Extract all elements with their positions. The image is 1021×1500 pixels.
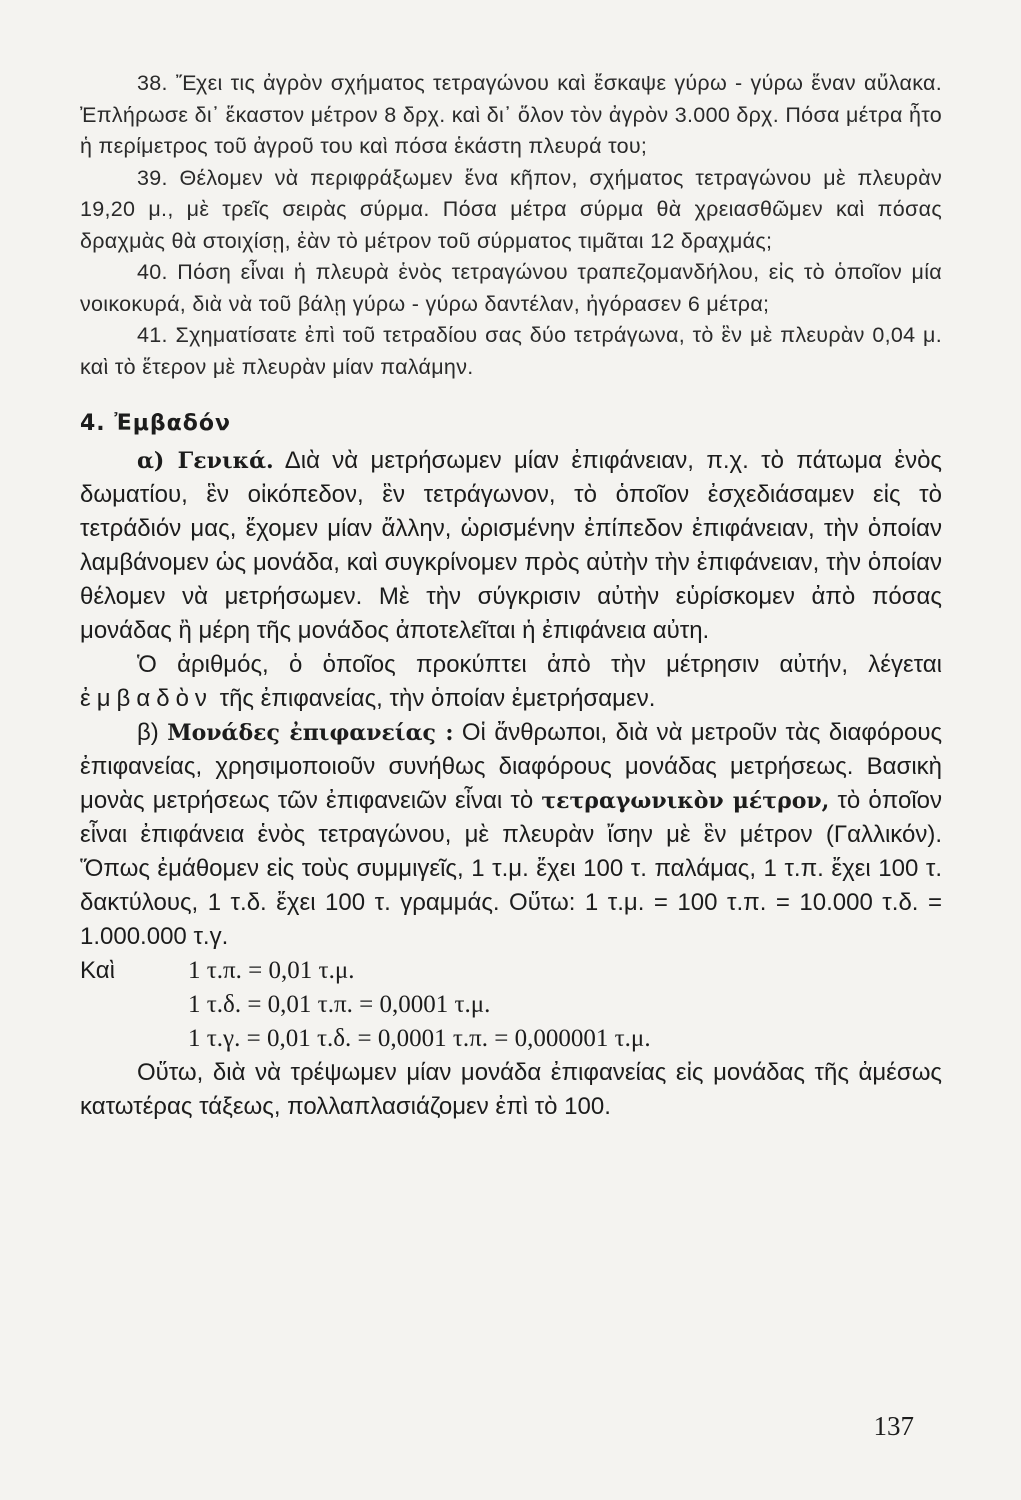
section-b-text-2: τὸ ὁποῖον εἶναι ἐπιφάνεια ἑνὸς τετραγώνου, μὲ πλευρὰν ἴσην μὲ ἓν μέτρον (Γαλλικόν). Ὅπως ἐμάθομεν εἰς τοὺς συμμιγεῖς, 1 τ.μ. ἔχει 100 τ. παλάμας, 1 τ.π. ἔχει 100 τ. δακτύλους, 1 τ.δ. ἔχει 100 τ. γραμμάς. Οὕτω: 1 τ.μ. = 100 τ.π. = 10.000 τ.δ. = 1.000.000 τ.γ.: [80, 787, 943, 950]
exercise-text: Ἔχει τις ἀγρὸν σχήματος τετραγώνου καὶ ἔσκαψε γύρω - γύρω ἕναν αὔλακα. Ἐπλήρωσε δι᾽ ἕκαστον μέτρον 8 δρχ. καὶ δι᾽ ὅλον τὸν ἀγρὸν 3.000 δρχ. Πόσα μέτρα ἦτο ἡ περίμετρος τοῦ ἀγροῦ του καὶ πόσα ἑκάστη πλευρά του;: [80, 71, 942, 158]
exercise-41: [80, 320, 942, 383]
exercise-39: [80, 163, 942, 258]
equation-lead: Καὶ: [80, 957, 115, 984]
section-heading: 4. Ἐμβαδόν: [80, 411, 232, 436]
exercise-number: 39.: [137, 165, 168, 190]
exercise-38: [80, 68, 942, 163]
section-b-term: τετραγωνικὸν μέτρον,: [541, 788, 830, 814]
section-a-definition: [80, 648, 942, 716]
section-a-label: α) Γενικά.: [137, 448, 274, 474]
page-content: [80, 68, 942, 1124]
page-number: 137: [873, 1411, 914, 1441]
exercise-text: Θέλομεν νὰ περιφράξωμεν ἕνα κῆπον, σχήματος τετραγώνου μὲ πλευρὰν 19,20 μ., μὲ τρεῖς σειρὰς σύρμα. Πόσα μέτρα σύρμα θὰ χρειασθῶμεν καὶ πόσας δραχμὰς θὰ στοιχίσῃ, ἐὰν τὸ μέτρον τοῦ σύρματος τιμᾶται 12 δραχμάς;: [80, 165, 942, 253]
exercise-number: 38.: [137, 71, 168, 95]
exercise-number: 40.: [137, 260, 168, 284]
section-b-label: β): [137, 719, 159, 746]
equation-3: 1 τ.γ. = 0,01 τ.δ. = 0,0001 τ.π. = 0,000001 τ.μ.: [188, 1025, 651, 1052]
exercise-number: 41.: [137, 323, 168, 347]
section-a-text: Διὰ νὰ μετρήσωμεν μίαν ἐπιφάνειαν, π.χ. τὸ πάτωμα ἑνὸς δωματίου, ἓν οἰκόπεδον, ἓν τετράγωνον, τὸ ὁποῖον ἐσχεδιάσαμεν εἰς τὸ τετράδιόν μας, ἔχομεν μίαν ἄλλην, ὡρισμένην ἐπίπεδον ἐπιφάνειαν, τὴν ὁποίαν λαμβάνομεν ὡς μονάδα, καὶ συγκρίνομεν πρὸς αὐτὴν τὴν ἐπιφάνειαν, τὴν ὁποίαν θέλομεν νὰ μετρήσωμεν. Μὲ τὴν σύγκρισιν αὐτὴν εὑρίσκομεν ἀπὸ πόσας μονάδας ἢ μέρη τῆς μονάδος ἀποτελεῖται ἡ ἐπιφάνεια αὐτη.: [80, 447, 942, 644]
definition-term: ἐμβαδὸν: [80, 685, 213, 712]
equation-row: [80, 954, 942, 988]
exercise-40: [80, 257, 942, 320]
equation-block: [80, 954, 942, 1056]
equation-1: 1 τ.π. = 0,01 τ.μ.: [188, 957, 355, 984]
exercise-text: Σχηματίσατε ἐπὶ τοῦ τετραδίου σας δύο τετράγωνα, τὸ ἓν μὲ πλευρὰν 0,04 μ. καὶ τὸ ἕτερον μὲ πλευρὰν μίαν παλάμην.: [80, 323, 943, 379]
equation-row: [80, 1022, 942, 1056]
section-b-paragraph: [80, 716, 942, 954]
section-a-paragraph: [80, 444, 942, 648]
equation-row: [80, 988, 942, 1022]
section-b-text-1: Οἱ ἄνθρωποι, διὰ νὰ μετροῦν τὰς διαφόρους ἐπιφανείας, χρησιμοποιοῦν συνήθως διαφόρους μονάδας μετρήσεως. Βασικὴ μονὰς μετρήσεως τῶν ἐπιφανειῶν εἶναι τὸ: [80, 719, 943, 814]
exercise-list: [80, 68, 942, 383]
definition-before: Ὁ ἀριθμός, ὁ ὁποῖος προκύπτει ἀπὸ τὴν μέτρησιν αὐτήν, λέγεται: [137, 651, 942, 678]
equation-2: 1 τ.δ. = 0,01 τ.π. = 0,0001 τ.μ.: [188, 991, 491, 1018]
exercise-text: Πόση εἶναι ἡ πλευρὰ ἑνὸς τετραγώνου τραπεζομανδήλου, εἰς τὸ ὁποῖον μία νοικοκυρά, διὰ νὰ τοῦ βάλῃ γύρω - γύρω δαντέλαν, ἠγόρασεν 6 μέτρα;: [80, 260, 943, 316]
definition-after: τῆς ἐπιφανείας, τὴν ὁποίαν ἐμετρήσαμεν.: [219, 685, 656, 712]
section-b-title: Μονάδες ἐπιφανείας :: [167, 720, 454, 746]
conclusion-paragraph: Οὕτω, διὰ νὰ τρέψωμεν μίαν μονάδα ἐπιφανείας εἰς μονάδας τῆς ἀμέσως κατωτέρας τάξεως, πολλαπλασιάζομεν ἐπὶ τὸ 100.: [80, 1059, 942, 1120]
